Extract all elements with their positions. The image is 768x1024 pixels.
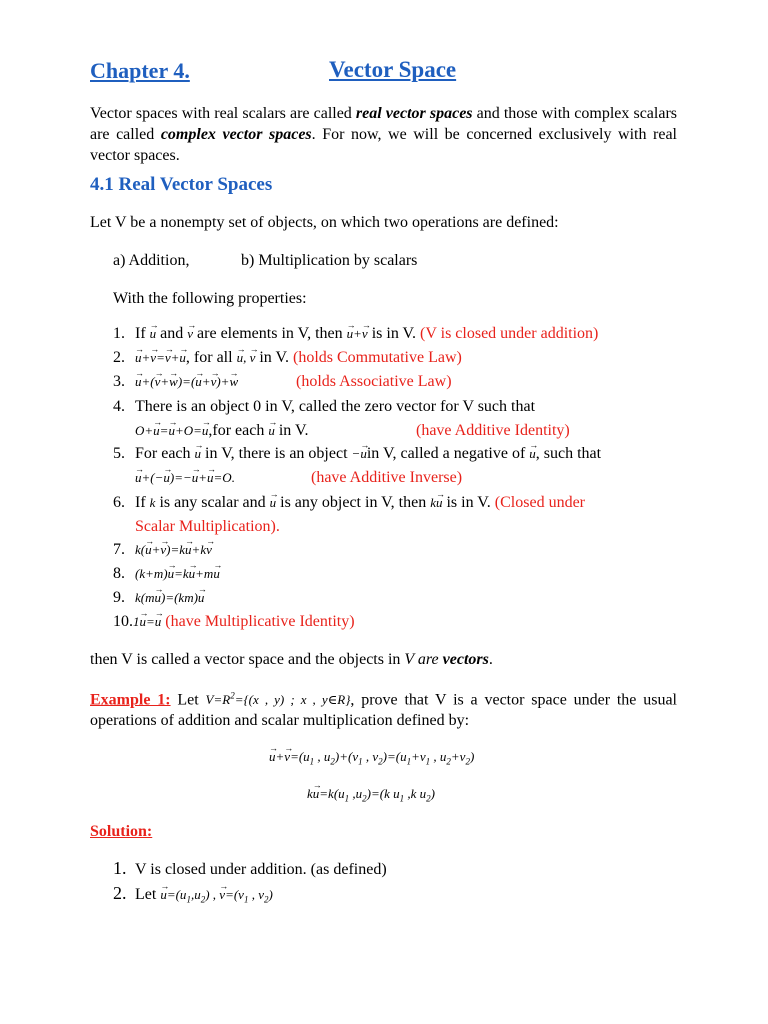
- solution-step-1: 1. V is closed under addition. (as defined): [113, 858, 387, 878]
- property-9: 9. k(m→ u)=(km)→ u: [113, 587, 204, 608]
- example-1: Example 1: Let $V=R^2=\{(x$ , y) ; x , y∈R}, prove that V is a vector space under the usual operations of addition and scalar multiplication defined by:: [90, 691, 677, 730]
- operation-addition: a) Addition,: [113, 252, 190, 269]
- note-additive-inverse: (have Additive Inverse): [311, 469, 463, 486]
- section-heading: 4.1 Real Vector Spaces: [90, 174, 273, 195]
- note-multiplicative-identity: (have Multiplicative Identity): [165, 613, 355, 630]
- intro-paragraph: [90, 103, 677, 166]
- intro-let-line: Let V be a nonempty set of objects, on which two operations are defined:: [90, 214, 559, 231]
- solution-label: Solution:: [90, 823, 153, 840]
- properties-intro: With the following properties:: [113, 290, 307, 307]
- chapter-title: Vector Space: [329, 57, 457, 82]
- operation-multiplication: b) Multiplication by scalars: [241, 252, 418, 269]
- property-7: 7. k(→ u+→ v)=k→ u+k→ v: [113, 539, 212, 560]
- example-label: Example 1:: [90, 691, 171, 709]
- note-closed-scalar-2: Scalar Multiplication).: [135, 518, 280, 535]
- intro-term-complex: complex vector spaces: [160, 126, 312, 143]
- intro-text-3: . For now, we will be concerned exclusively with real vector spaces.: [90, 126, 677, 164]
- equation-addition: → $u+\to v=(u_1$ , $u_2)+(v_1$ , $v_2)=(u_1+v_1$ , $u_2+v_2$): [269, 746, 474, 773]
- property-1: 1. If → u and → v are elements in V, then → u+→ v is in V. (V is closed under addition): [113, 323, 598, 344]
- note-closed-scalar-1: (Closed under: [494, 494, 585, 511]
- vector-space-definition: then V is called a vector space and the objects in V are vectors.: [90, 651, 493, 668]
- property-2: 2.→ u+→ v=→ v+→ u, for all → u, → v in V. (holds Commutative Law): [113, 347, 462, 368]
- equation-scalar: $k\to u=k(u_1$ $,u_2)=(k$ $u_1$ ,k $u_2$): [307, 783, 435, 810]
- property-4-line-1: There is an object 0 in V, called the zero vector for V such that: [135, 398, 536, 415]
- intro-text-1: Vector spaces with real scalars are called: [90, 105, 356, 122]
- note-additive-identity: (have Additive Identity): [416, 422, 570, 439]
- property-6: 6. If k is any scalar and → u is any object in V, then k→ u is in V. (Closed under: [113, 492, 585, 513]
- property-3: 3.→ u+(→ v+→ w)=(→ u+→ v)+→ w: [113, 371, 238, 392]
- intro-text-2: and those with complex scalars are called: [90, 105, 678, 143]
- property-5-line-2: → u+(−→ u)=−→ u+→ u=O.: [135, 467, 235, 488]
- note-commutative: (holds Commutative Law): [293, 349, 462, 366]
- property-5: 5. For each → u in V, there is an object −→ uin V, called a negative of → u, such that: [113, 443, 601, 464]
- solution-step-2: 2. Let → $u=(u_1,u_2)$ , → $v=(v_1$ , $v_2$): [113, 883, 273, 911]
- note-closed-addition: (V is closed under addition): [420, 325, 599, 342]
- property-4-number: 4.: [113, 398, 125, 415]
- property-8: 8. (k+m)→ u=k→ u+m→ u: [113, 563, 220, 584]
- property-10: 10.1→ u=→ u (have Multiplicative Identity): [113, 611, 355, 632]
- chapter-label: Chapter 4.: [90, 58, 190, 83]
- property-4-line-2: O+→ u=→ u+O=→ u,for each → u in V.: [135, 420, 309, 441]
- note-associative: (holds Associative Law): [296, 373, 452, 390]
- intro-term-real: real vector spaces: [355, 105, 473, 122]
